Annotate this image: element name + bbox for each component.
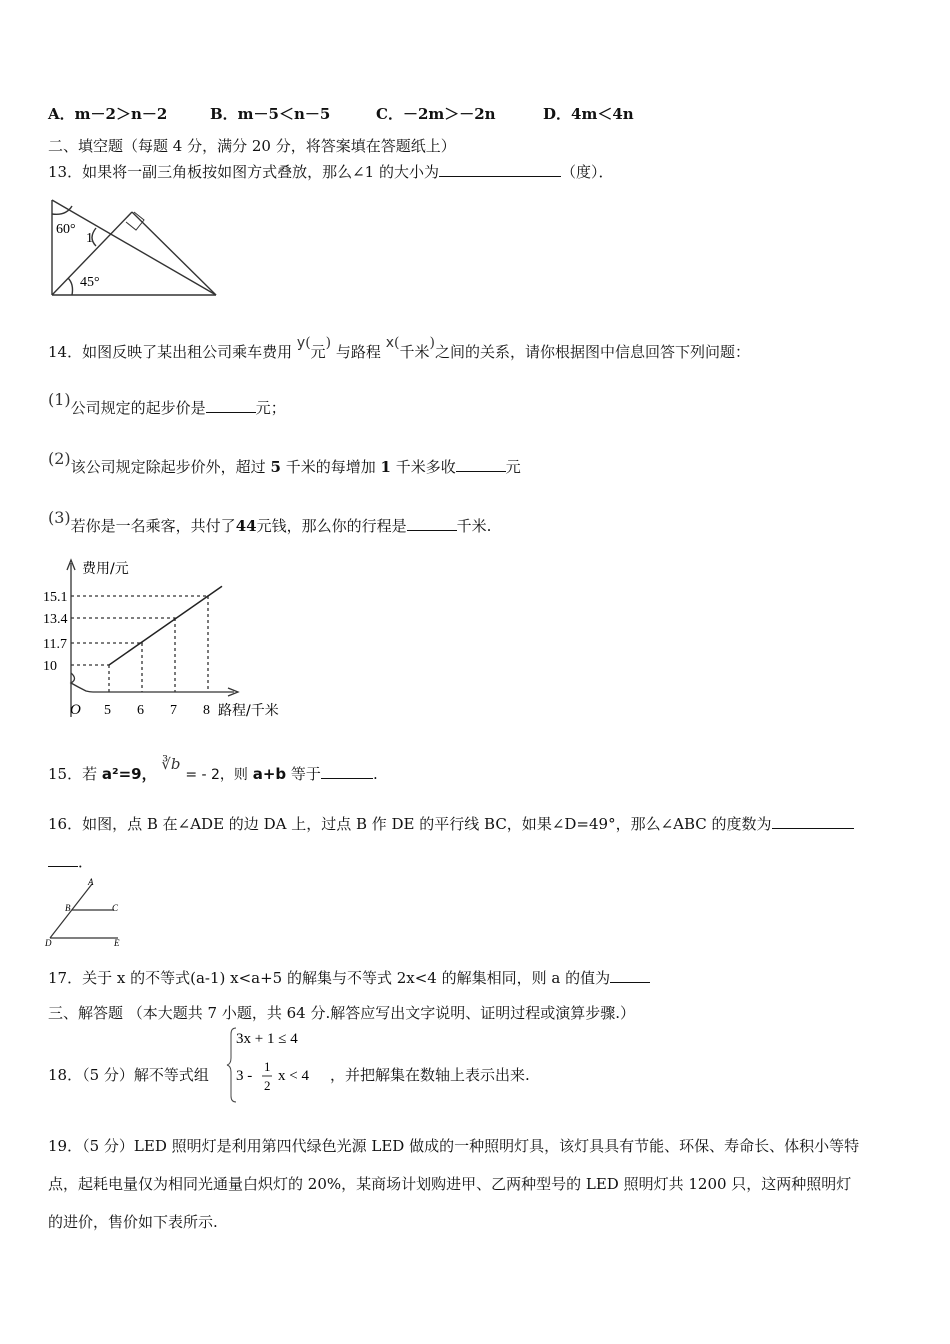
chart-axis-break [71, 673, 93, 692]
q16-answer-blank-1[interactable] [772, 814, 854, 829]
q15-ab: a+b [252, 765, 287, 783]
q13-angle-45-label: 45° [80, 275, 100, 290]
q18-score: （5 分） [82, 1066, 134, 1084]
q14-part2-mid: 千米的每增加 [285, 458, 376, 476]
q16-label-b: B [65, 903, 71, 913]
q18-number: 18． [48, 1066, 83, 1084]
q15-text [48, 755, 378, 785]
q12-option-b: B．m－5＜n－5 [210, 105, 331, 123]
q19-number: 19． [48, 1137, 83, 1155]
q19-score: （5 分） [82, 1137, 134, 1155]
q19-text-line1: LED 照明灯是利用第四代绿色光源 LED 做成的一种照明灯具，该灯具具有节能、环保、寿命长、体积小等特 [133, 1137, 860, 1155]
q12-option-d: D．4m＜4n [543, 105, 634, 123]
q19-line2: 点，起耗电量仅为相同光通量白炽灯的 20%，某商场计划购进甲、乙两种型号的 LED 照明灯共 1200 只，这两种照明灯 [48, 1175, 852, 1193]
q14-part3-unit: 千米. [456, 517, 492, 535]
q14-part2-answer-blank[interactable] [456, 457, 506, 472]
q16-parallel-figure [40, 874, 140, 950]
q14-y-unit: 元 [310, 343, 326, 361]
chart-y-tick-11.7: 11.7 [43, 637, 67, 652]
q16-label-e: E [114, 938, 120, 948]
chart-x-label: 路程/千米 [218, 703, 279, 719]
q14-part2-one: 1 [380, 458, 391, 476]
q13-number: 13． [48, 163, 83, 181]
q14-part2 [48, 449, 521, 477]
q14-mid: 与路程 [335, 343, 381, 361]
q18-text [48, 1065, 209, 1085]
q14-part2-post: 千米多收 [395, 458, 456, 476]
q17-text [48, 968, 650, 988]
q14-part1-number: (1) [48, 390, 71, 409]
q16-number: 16． [48, 815, 83, 833]
q12-option-c: C．－2m＞－2n [376, 105, 496, 123]
q14-x-unit: 千米 [399, 343, 430, 361]
chart-x-tick-5: 5 [104, 703, 111, 718]
q14-part2-five: 5 [270, 458, 281, 476]
q14-pre: 如图反映了某出租公司乘车费用 [82, 343, 293, 361]
chart-y-label: 费用/元 [82, 561, 129, 577]
q15-eq1: a²=9， [101, 765, 157, 783]
q16-text [48, 814, 854, 834]
q18-post: ，并把解集在数轴上表示出来. [330, 1066, 530, 1084]
q18-ineq2-a: 3 - [236, 1068, 253, 1084]
q13-angle-1-label: 1 [86, 231, 93, 246]
q14-part1-text: 公司规定的起步价是 [70, 399, 206, 417]
q16-question: 如图，点 B 在∠ADE 的边 DA 上，过点 B 作 DE 的平行线 BC，如果∠D=49°，那么∠ABC 的度数为 [82, 815, 772, 833]
chart-x-tick-7: 7 [170, 703, 177, 718]
q14-part2-number: (2) [48, 449, 71, 468]
q18-ineq2-den: 2 [264, 1078, 271, 1093]
chart-origin-label: O [70, 702, 81, 718]
q13-triangle-figure [44, 194, 224, 300]
q16-label-a: A [88, 877, 94, 887]
q19-line3: 的进价，售价如下表所示. [48, 1213, 218, 1231]
q14-part2-pre: 该公司规定除起步价外，超过 [70, 458, 266, 476]
q17-question: 关于 x 的不等式(a-1) x<a+5 的解集与不等式 2x<4 的解集相同，则 a 的值为 [82, 969, 611, 987]
q14-post: 之间的关系，请你根据图中信息回答下列问题： [434, 343, 750, 361]
q15-end: . [372, 765, 378, 783]
q14-x-var: x [385, 335, 395, 351]
q16-label-d: D [45, 938, 52, 948]
q14-part1-answer-blank[interactable] [206, 398, 256, 413]
q15-answer-blank[interactable] [321, 764, 373, 779]
q14-part3-answer-blank[interactable] [407, 516, 457, 531]
q15-eq2: = - 2，则 [185, 767, 248, 783]
q14-part1 [48, 390, 286, 418]
q14-part3 [48, 508, 492, 536]
q13-question: 如果将一副三角板按如图方式叠放，那么∠1 的大小为 [82, 163, 439, 181]
section3-title: 三、解答题 （本大题共 7 小题，共 64 分.解答应写出文字说明、证明过程或演算步骤.） [48, 1004, 636, 1022]
q14-part3-mid: 元钱，那么你的行程是 [256, 517, 407, 535]
q15-number: 15． [48, 765, 83, 783]
q16-label-c: C [112, 903, 119, 913]
q18-pre: 解不等式组 [133, 1066, 209, 1084]
q16-end: ． [78, 853, 94, 871]
q19-line1 [48, 1136, 859, 1156]
q14-part2-unit: 元 [505, 458, 521, 476]
q13-unit: （度）． [560, 163, 614, 181]
q15-cube-root: ∛b [161, 755, 181, 773]
q15-post: 等于 [290, 765, 321, 783]
q16-text-cont [48, 852, 93, 872]
q18-ineq2-num: 1 [264, 1059, 271, 1074]
q18-ineq2-b: x < 4 [278, 1068, 309, 1084]
q18-ineq1: 3x + 1 ≤ 4 [236, 1031, 298, 1047]
q17-answer-blank[interactable] [610, 968, 650, 983]
q14-y-var: y [296, 335, 306, 351]
q14-part3-pre: 若你是一名乘客，共付了 [70, 517, 236, 535]
q13-answer-blank[interactable] [439, 162, 561, 177]
chart-y-tick-15.1: 15.1 [43, 590, 68, 605]
q14-part3-number: (3) [48, 508, 71, 527]
q17-number: 17． [48, 969, 83, 987]
section2-title: 二、填空题（每题 4 分，满分 20 分，将答案填在答题纸上） [48, 137, 456, 155]
q13-text [48, 162, 614, 182]
q12-option-a: A．m－2＞n－2 [48, 105, 168, 123]
q15-pre: 若 [82, 765, 98, 783]
fare-chart [38, 555, 298, 725]
chart-fare-line [109, 586, 222, 665]
q14-text: 14．如图反映了某出租公司乘车费用 y(元) 与路程 x(千米)之间的关系，请你根据图中信息回答下列问题： [48, 335, 750, 361]
chart-y-tick-13.4: 13.4 [43, 612, 68, 627]
q16-answer-blank-2[interactable] [48, 852, 78, 867]
chart-x-tick-8: 8 [203, 703, 210, 718]
chart-x-tick-6: 6 [137, 703, 144, 718]
q13-angle-60-label: 60° [56, 222, 76, 237]
q14-part1-unit: 元； [255, 399, 286, 417]
q18-inequality-system [226, 1024, 334, 1106]
q14-part3-44: 44 [235, 517, 257, 535]
chart-y-tick-10: 10 [43, 659, 57, 674]
q14-number: 14． [48, 343, 83, 361]
